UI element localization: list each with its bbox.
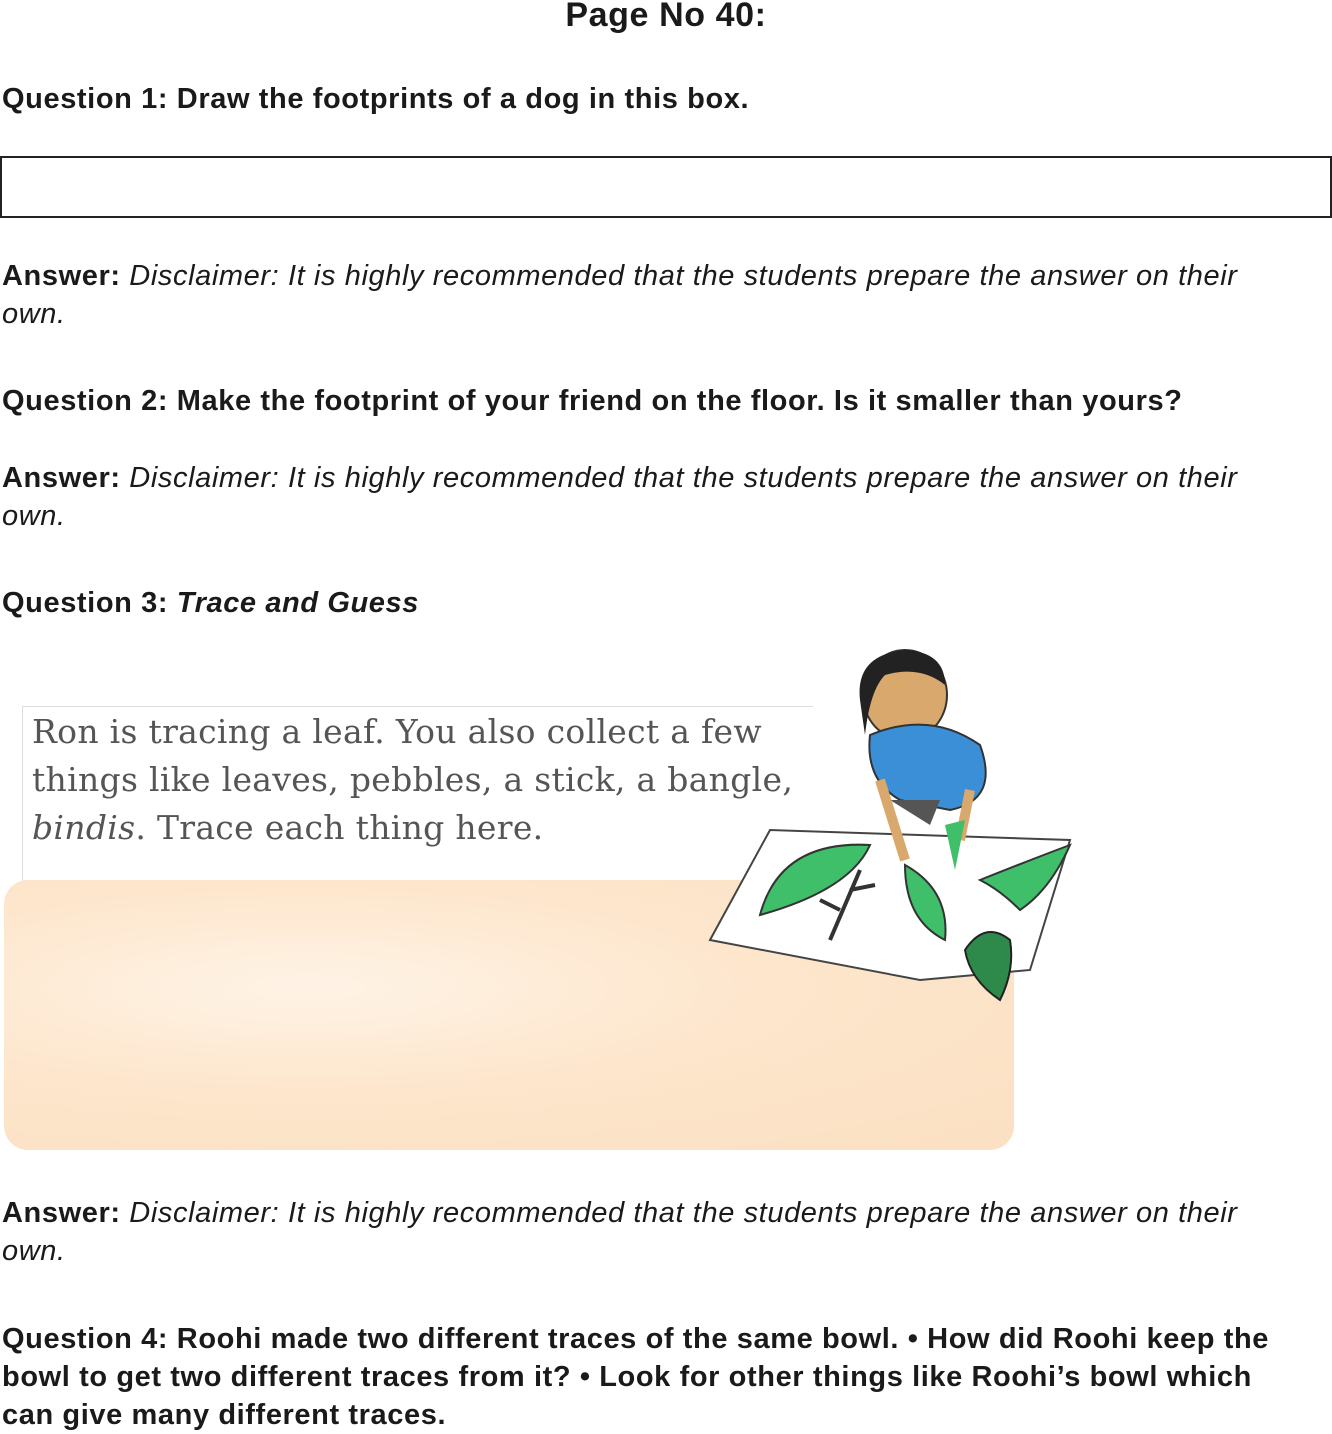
illustration-text-1: Ron is tracing a leaf. You also collect a few things like leaves, pebbles, a stick, a bangle, xyxy=(32,712,794,799)
question-2-text: Make the footprint of your friend on the floor. Is it smaller than yours? xyxy=(176,385,1183,417)
answer-label: Answer: xyxy=(2,260,121,292)
question-4-text: Roohi made two different traces of the same bowl. • How did Roohi keep the bowl to get two different traces from it? • Look for other things like Roohi’s bowl which can give many different traces. xyxy=(2,1323,1270,1431)
question-1 xyxy=(2,80,1302,118)
answer-2 xyxy=(2,459,1302,535)
answer-3 xyxy=(2,1194,1302,1270)
answer-disclaimer: Disclaimer: It is highly recommended that the students prepare the answer on their own. xyxy=(2,462,1238,532)
question-2 xyxy=(2,382,1302,420)
answer-1 xyxy=(2,257,1302,333)
drawing-box xyxy=(0,156,1332,218)
question-3-label: Question 3: xyxy=(2,587,169,619)
illustration-text-2: . Trace each thing here. xyxy=(135,808,544,847)
boy-tracing-leaves-drawing xyxy=(690,640,1090,1020)
textbook-illustration xyxy=(0,640,1090,1155)
answer-disclaimer: Disclaimer: It is highly recommended that the students prepare the answer on their own. xyxy=(2,1197,1238,1267)
answer-label: Answer: xyxy=(2,1197,121,1229)
illustration-text-italic: bindis xyxy=(32,808,136,847)
question-3 xyxy=(2,584,1302,622)
page-title: Page No 40: xyxy=(565,0,767,34)
question-4-label: Question 4: xyxy=(2,1323,169,1355)
question-1-label: Question 1: xyxy=(2,83,169,115)
question-3-text: Trace and Guess xyxy=(176,587,419,619)
answer-disclaimer: Disclaimer: It is highly recommended that the students prepare the answer on their own. xyxy=(2,260,1238,330)
question-1-text: Draw the footprints of a dog in this box. xyxy=(176,83,750,115)
answer-label: Answer: xyxy=(2,462,121,494)
question-4 xyxy=(2,1320,1302,1434)
question-2-label: Question 2: xyxy=(2,385,169,417)
